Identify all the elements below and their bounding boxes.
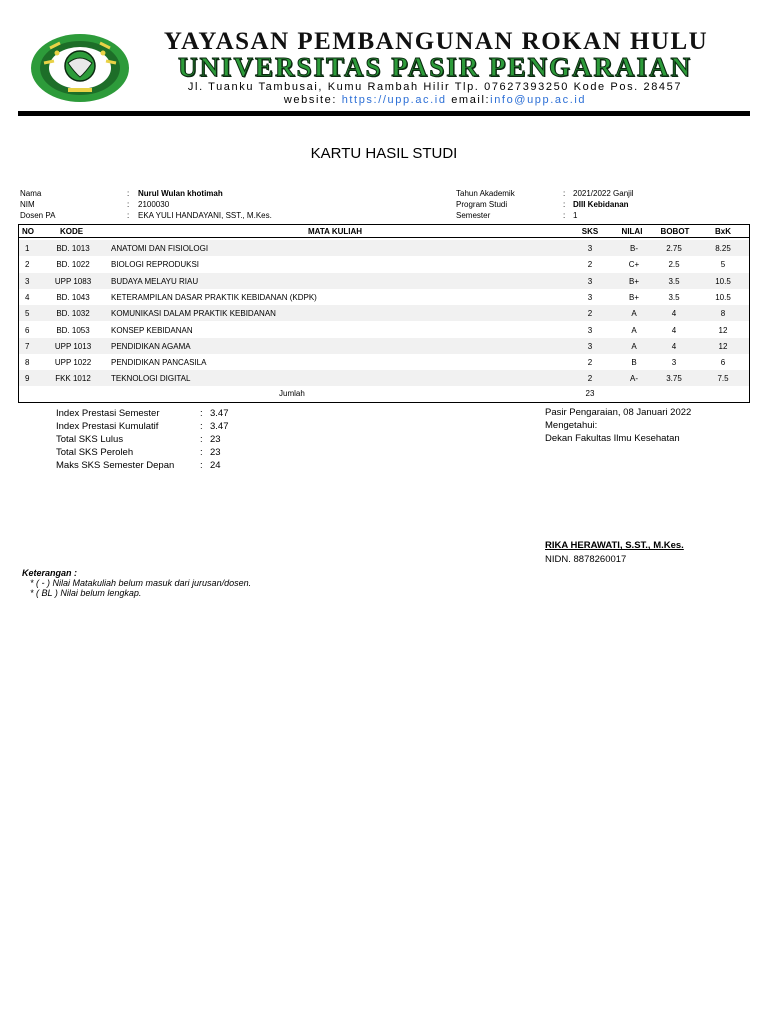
course-weight: 4 — [671, 341, 677, 351]
semester-label: Semester — [456, 211, 491, 220]
table-row — [19, 305, 749, 321]
course-grade: A- — [630, 374, 638, 384]
course-name: ANATOMI DAN FISIOLOGI — [111, 244, 209, 253]
course-grade: B- — [630, 244, 638, 253]
course-code: BD. 1022 — [56, 260, 90, 270]
notes-title: Keterangan : — [22, 568, 78, 578]
course-grade: C+ — [628, 260, 640, 270]
student-name: Nurul Wulan khotimah — [138, 189, 223, 198]
row-number: 3 — [25, 276, 30, 286]
dean-name: RIKA HERAWATI, S.ST., M.Kes. — [545, 540, 684, 551]
course-sks: 3 — [587, 341, 593, 351]
course-weight: 3.75 — [666, 374, 682, 384]
tahun-akademik: 2021/2022 Ganjil — [573, 189, 634, 198]
course-code: FKK 1012 — [55, 374, 91, 384]
dosen-label: Dosen PA — [20, 211, 56, 220]
course-bxk: 12 — [718, 325, 728, 335]
table-row — [19, 240, 749, 256]
course-grade: A — [631, 309, 637, 319]
col-bobot: BOBOT — [660, 227, 690, 236]
separator: : — [563, 189, 566, 198]
course-weight: 3.5 — [668, 276, 680, 286]
course-bxk: 5 — [720, 260, 726, 270]
university-emblem-icon — [30, 33, 130, 103]
nim-label: NIM — [20, 200, 35, 209]
place-date: Pasir Pengaraian, 08 Januari 2022 — [545, 407, 692, 418]
course-name: BIOLOGI REPRODUKSI — [111, 260, 200, 270]
maks-sks-label: Maks SKS Semester Depan — [56, 460, 175, 471]
course-bxk: 7.5 — [717, 374, 729, 384]
row-number: 6 — [25, 325, 30, 335]
course-weight: 4 — [671, 309, 677, 319]
course-bxk: 10.5 — [715, 292, 731, 302]
course-code: BD. 1053 — [56, 325, 90, 335]
course-bxk: 8 — [720, 309, 726, 319]
course-weight: 3.5 — [668, 292, 680, 302]
row-number: 2 — [25, 260, 30, 270]
table-row — [19, 256, 749, 272]
contact-line — [150, 94, 720, 106]
course-sks: 2 — [587, 374, 593, 384]
ips-value: 3.47 — [210, 408, 229, 419]
dosen-pa: EKA YULI HANDAYANI, SST., M.Kes. — [138, 211, 272, 220]
dean-nidn: NIDN. 8878260017 — [545, 554, 627, 565]
row-number: 7 — [25, 341, 30, 351]
course-weight: 3 — [671, 358, 677, 368]
nama-label: Nama — [20, 189, 42, 198]
course-bxk: 10.5 — [715, 276, 731, 286]
prodi-label: Program Studi — [456, 200, 508, 209]
website-label: website: — [283, 94, 342, 106]
note-line: * ( BL ) Nilai belum lengkap. — [30, 588, 142, 598]
course-weight: 2.5 — [668, 260, 680, 270]
separator: : — [127, 189, 130, 198]
table-row — [19, 370, 749, 386]
separator: : — [200, 447, 203, 458]
row-number: 4 — [25, 292, 30, 302]
course-sks: 3 — [587, 276, 593, 286]
email-link[interactable]: info@upp.ac.id — [490, 94, 587, 106]
program-studi: DIII Kebidanan — [573, 200, 629, 209]
sks-peroleh-label: Total SKS Peroleh — [56, 447, 134, 458]
table-row — [19, 273, 749, 289]
row-number: 1 — [25, 244, 30, 253]
dean-position: Dekan Fakultas Ilmu Kesehatan — [545, 433, 680, 444]
separator: : — [563, 211, 566, 220]
course-name: PENDIDIKAN PANCASILA — [111, 358, 207, 368]
course-name: BUDAYA MELAYU RIAU — [111, 276, 199, 286]
tahun-label: Tahun Akademik — [456, 189, 515, 198]
page-title: KARTU HASIL STUDI — [310, 145, 458, 162]
course-sks: 2 — [587, 309, 593, 319]
note-line: * ( - ) Nilai Matakuliah belum masuk dari jurusan/dosen. — [30, 578, 252, 588]
separator: : — [563, 200, 566, 209]
course-code: UPP 1013 — [54, 341, 92, 351]
jumlah-label: Jumlah — [279, 389, 305, 398]
foundation-name: YAYASAN PEMBANGUNAN ROKAN HULU — [163, 28, 709, 55]
sks-lulus-label: Total SKS Lulus — [56, 434, 124, 445]
table-row — [19, 322, 749, 338]
course-name: PENDIDIKAN AGAMA — [111, 341, 191, 351]
course-name: KETERAMPILAN DASAR PRAKTIK KEBIDANAN (KDPK) — [111, 292, 317, 302]
acknowledged-label: Mengetahui: — [545, 420, 598, 431]
course-name: KONSEP KEBIDANAN — [111, 325, 193, 335]
course-grade: B+ — [628, 292, 639, 302]
course-code: UPP 1083 — [54, 276, 92, 286]
university-address: Jl. Tuanku Tambusai, Kumu Rambah Hilir Tlp. 07627393250 Kode Pos. 28457 — [187, 81, 683, 93]
col-bxk: BxK — [714, 227, 731, 236]
course-code: BD. 1043 — [56, 292, 90, 302]
course-weight: 4 — [671, 325, 677, 335]
course-bxk: 6 — [720, 358, 726, 368]
course-code: BD. 1013 — [56, 244, 90, 253]
row-number: 8 — [25, 358, 30, 368]
ipk-value: 3.47 — [210, 421, 229, 432]
row-number: 5 — [25, 309, 30, 319]
semester-value: 1 — [573, 211, 578, 220]
course-sks: 3 — [587, 244, 593, 253]
maks-sks-value: 24 — [210, 460, 221, 471]
student-nim: 2100030 — [138, 200, 170, 209]
ipk-label: Index Prestasi Kumulatif — [56, 421, 159, 432]
course-bxk: 12 — [718, 341, 728, 351]
course-grade: B — [631, 358, 637, 368]
ips-label: Index Prestasi Semester — [56, 408, 160, 419]
separator: : — [200, 421, 203, 432]
course-grade: A — [631, 325, 637, 335]
email-label: email: — [446, 94, 491, 106]
course-sks: 2 — [587, 260, 593, 270]
course-code: UPP 1022 — [54, 358, 92, 368]
col-mata-kuliah: MATA KULIAH — [308, 227, 363, 236]
col-nilai: NILAI — [621, 227, 643, 236]
course-weight: 2.75 — [666, 244, 682, 253]
course-sks: 3 — [587, 292, 593, 302]
sks-lulus-value: 23 — [210, 434, 221, 445]
course-sks: 2 — [587, 358, 593, 368]
website-link[interactable]: https://upp.ac.id — [341, 94, 447, 106]
separator: : — [127, 200, 130, 209]
course-sks: 3 — [587, 325, 593, 335]
university-name: UNIVERSITAS PASIR PENGARAIAN — [177, 52, 693, 82]
separator: : — [127, 211, 130, 220]
course-name: KOMUNIKASI DALAM PRAKTIK KEBIDANAN — [111, 309, 276, 319]
col-sks: SKS — [581, 227, 599, 236]
header-divider — [18, 111, 750, 116]
sks-peroleh-value: 23 — [210, 447, 221, 458]
jumlah-sks: 23 — [585, 389, 595, 398]
separator: : — [200, 434, 203, 445]
course-code: BD. 1032 — [56, 309, 90, 319]
separator: : — [200, 408, 203, 419]
col-kode: KODE — [60, 227, 84, 236]
course-grade: B+ — [628, 276, 639, 286]
course-grade: A — [631, 341, 637, 351]
table-row — [19, 354, 749, 370]
course-name: TEKNOLOGI DIGITAL — [111, 374, 191, 384]
col-no: NO — [22, 227, 34, 236]
course-bxk: 8.25 — [715, 244, 731, 253]
table-row — [19, 338, 749, 354]
table-row — [19, 289, 749, 305]
separator: : — [200, 460, 203, 471]
row-number: 9 — [25, 374, 30, 384]
